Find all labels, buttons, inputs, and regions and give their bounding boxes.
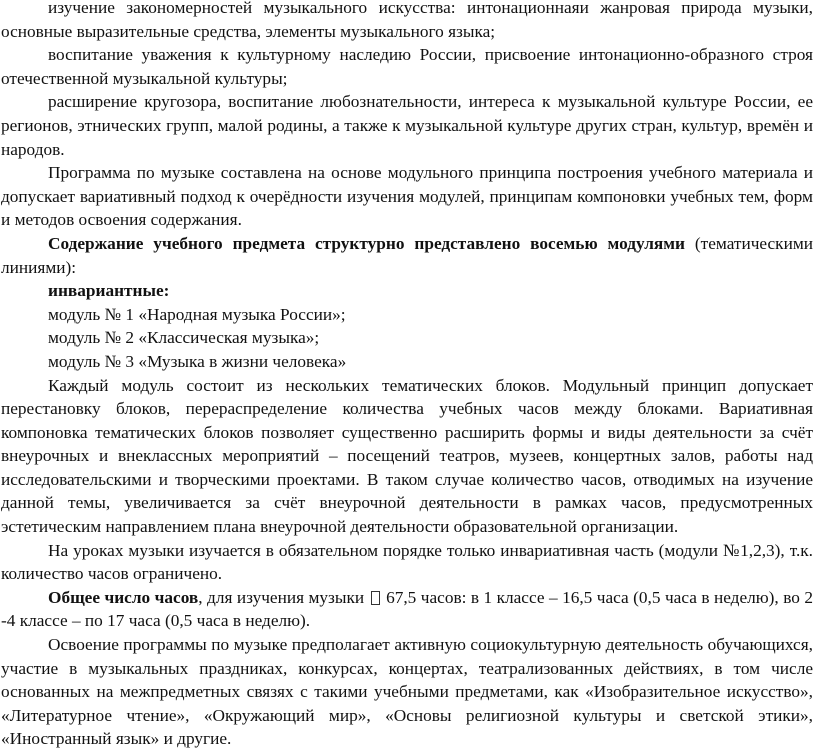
paragraph-total-hours	[1, 586, 813, 633]
paragraph-program-activity: Освоение программы по музыке предполагает активную социокультурную деятельность обучающихся, участие в музыкальных праздниках, конкурсах, концертах, театрализованных действиях, в том числе основанных на межпредметных связях с такими учебными предметами, как «Изобразительное искусство», «Литературное чтение», «Окружающий мир», «Основы религиозной культуры и светской этики», «Иностранный язык» и другие.	[1, 635, 813, 749]
invariant-heading: инвариантные:	[48, 281, 170, 301]
list-item-module-3: модуль № 3 «Музыка в жизни человека»	[48, 351, 347, 371]
paragraph-content-structure	[1, 232, 813, 279]
missing-glyph-icon	[371, 591, 380, 605]
total-hours-bold: Общее число часов	[48, 587, 199, 607]
paragraph-goals-horizon: расширение кругозора, воспитание любознательности, интереса к музыкальной культуре России, ее регионов, этнических групп, малой родины, а также к музыкальной культуре других стран, культур, времён и народов.	[1, 92, 813, 159]
paragraph-goals-heritage: воспитание уважения к культурному наследию России, присвоение интонационно-образного строя отечественной музыкальной культуры;	[1, 45, 813, 88]
paragraph-goals-study: изучение закономерностей музыкального искусства: интонационнаяи жанровая природа музыки, основные выразительные средства, элементы музыкального языка;	[1, 0, 813, 41]
list-item-module-2: модуль № 2 «Классическая музыка»;	[48, 328, 320, 348]
paragraph-invariant-part: На уроках музыки изучается в обязательном порядке только инвариативная часть (модули №1,2,3), т.к. количество часов ограничено.	[1, 540, 813, 584]
content-structure-rest: (тематическими линиями):	[1, 233, 814, 277]
paragraph-modules-blocks: Каждый модуль состоит из нескольких тематических блоков. Модульный принцип допускает перестановку блоков, перераспределение количества учебных часов между блоками. Вариативная компоновка тематических блоков позволяет существенно расширить формы и виды деятельности за счёт внеурочных и внеклассных мероприятий – посещений театров, музеев, концертных залов, работы над исследовательскими и творческими проектами. В таком случае количество часов, отводимых на изучение данной темы, увеличивается за счёт внеурочной деятельности в рамках часов, предусмотренных эстетическим направлением плана внеурочной деятельности образовательной организации.	[1, 375, 813, 537]
total-hours-text-b: 67,5 часов: в 1 классе – 16,5 часа (0,5 часа в неделю), во 2 -4 классе – по 17 часа (0,5 часа в неделю).	[1, 587, 813, 631]
content-structure-bold: Содержание учебного предмета структурно представлено восемью модулями	[48, 233, 685, 253]
total-hours-text-a: , для изучения музыки	[198, 587, 365, 607]
paragraph-program-principle: Программа по музыке составлена на основе модульного принципа построения учебного материала и допускает вариативный подход к очерёдности изучения модулей, принципам компоновки учебных тем, форм и методов освоения содержания.	[1, 163, 813, 230]
paragraph-invariant-heading	[1, 279, 813, 303]
list-item-module-1: модуль № 1 «Народная музыка России»;	[48, 304, 346, 324]
